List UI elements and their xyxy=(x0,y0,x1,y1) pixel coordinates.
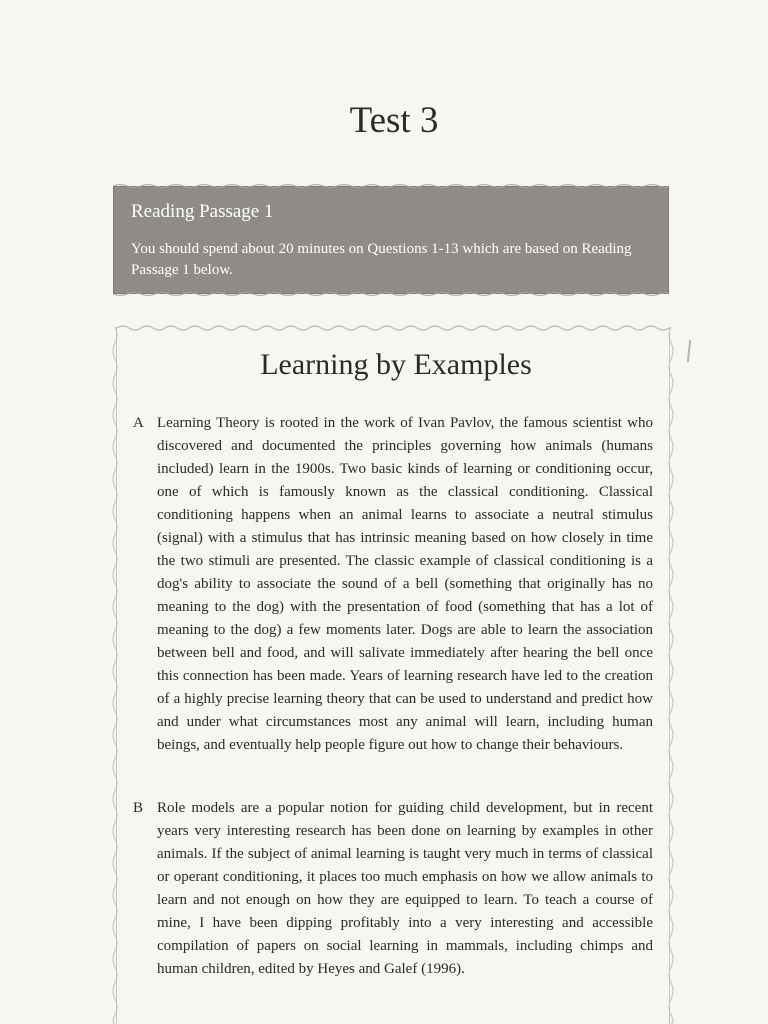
paragraph-b xyxy=(133,797,653,981)
banner-instruction: You should spend about 20 minutes on Questions 1-13 which are based on Reading Passage 1 below. xyxy=(131,241,632,278)
frame-top-ornament xyxy=(117,323,669,333)
reading-passage-banner xyxy=(113,186,669,294)
banner-title: Reading Passage 1 xyxy=(131,201,274,222)
paragraph-letter: B xyxy=(133,800,144,816)
paragraph-a xyxy=(133,412,653,757)
paragraph-text: Role models are a popular notion for guiding child development, but in recent years very interesting research has been done on learning by examples in other animals. If the subject of animal learning is taught very much in terms of classical or operant conditioning, it places too much emphasis on how we allow animals to learn and not enough on how they are equipped to learn. To teach a course of mine, I have been dipping profitably into a very interesting and accessible compilation of papers on social learning in mammals, including chimps and human children, edited by Heyes and Galef (1996). xyxy=(157,800,653,977)
banner-bottom-edge xyxy=(113,292,669,297)
paragraph-text: Learning Theory is rooted in the work of Ivan Pavlov, the famous scientist who discovered and documented the principles governing how animals (humans included) learn in the 1900s. Two basic kinds of learning or conditioning occur, one of which is famously known as the classical conditioning. Classical conditioning happens when an animal learns to associate a neutral stimulus (signal) with a stimulus that has intrinsic meaning based on how closely in time the two stimuli are presented. The classic example of classical conditioning is a dog's ability to associate the sound of a bell (something that originally has no meaning to the dog) with the presentation of food (something that has a lot of meaning to the dog) a few moments later. Dogs are able to learn the association between bell and food, and will salivate immediately after hearing the bell once this connection has been made. Years of learning research have led to the creation of a highly precise learning theory that can be used to understand and predict how and under what circumstances most any animal will learn, including human beings, and eventually help people figure out how to change their behaviours. xyxy=(157,415,653,753)
passage-title: Learning by Examples xyxy=(260,348,532,381)
frame-right-ornament xyxy=(667,327,675,1024)
frame-left-ornament xyxy=(111,327,119,1024)
paragraph-letter: A xyxy=(133,415,144,431)
banner-top-edge xyxy=(113,183,669,188)
page-title: Test 3 xyxy=(349,100,439,141)
